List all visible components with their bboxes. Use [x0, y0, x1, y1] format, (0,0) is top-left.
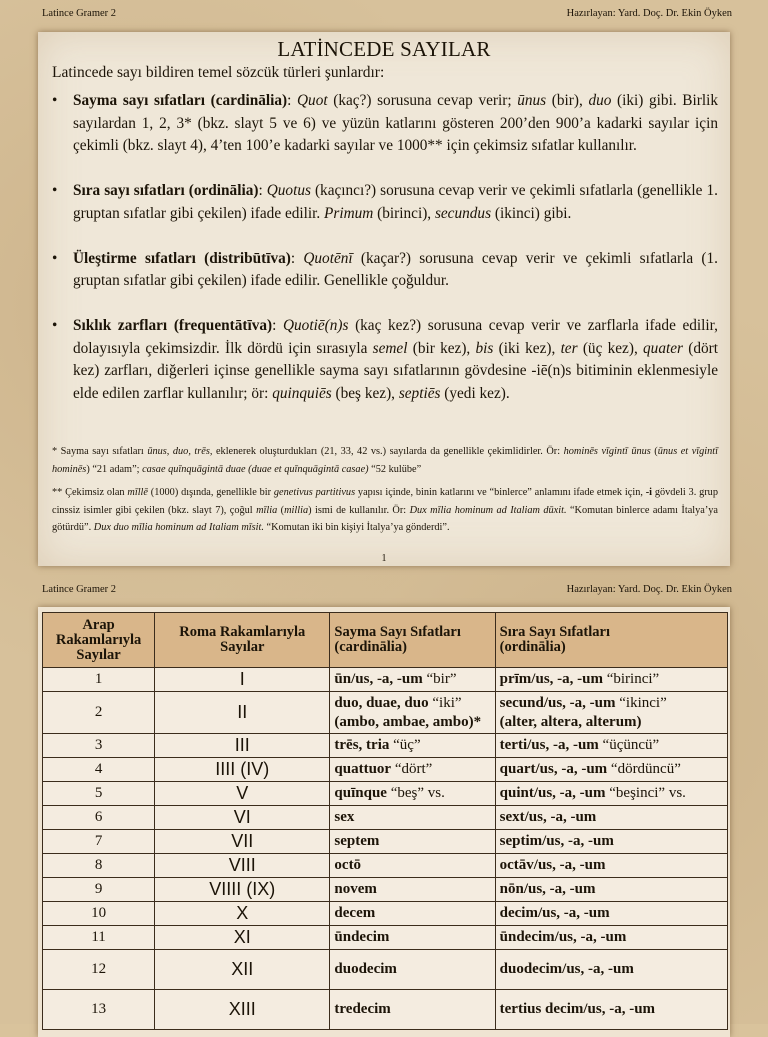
col-header-ordinal: Sıra Sayı Sıfatları (ordinālia) [495, 613, 727, 668]
roman-cell: I [155, 668, 330, 692]
roman-cell: VIII [155, 854, 330, 878]
roman-cell: X [155, 902, 330, 926]
roman-cell: IIII (IV) [155, 758, 330, 782]
arabic-cell: 9 [43, 878, 155, 902]
ordinal-cell: septim/us, -a, -um [495, 830, 727, 854]
bullet-ordinal: • Sıra sayı sıfatları (ordinālia): Quotus (kaçıncı?) sorusuna cevap verir ve çekimli sıfatlarla (genellikle 1. gruptan sıfatlar gibi çekilen) ifade edilir. Primum (birinci), secundus (ikinci) gibi. [52, 180, 718, 225]
roman-cell: XII [155, 950, 330, 990]
ordinal-cell: duodecim/us, -a, -um [495, 950, 727, 990]
bullet-list [52, 90, 718, 428]
table-row [43, 854, 728, 878]
header-left-2: Latince Gramer 2 [42, 584, 117, 595]
ordinal-cell: secund/us, -a, -um “ikinci” (alter, altera, alterum) [495, 692, 727, 734]
cardinal-cell: novem [330, 878, 495, 902]
table-row [43, 926, 728, 950]
footnote-1: * Sayma sayı sıfatları ūnus, duo, trēs, eklenerek oluşturdukları (21, 33, 42 vs.) sayılarda da genellikle çekimlidirler. Ör: hominēs vīgintī ūnus (ūnus et vīgintī hominēs) “21 adam”; casae quīnquāgintā duae (duae et quīnquāgintā casae) “52 kulübe” [52, 446, 719, 475]
table-row [43, 758, 728, 782]
arabic-cell: 4 [43, 758, 155, 782]
page-header-bottom [0, 576, 768, 596]
roman-cell: II [155, 692, 330, 734]
header-right-2: Hazırlayan: Yard. Doç. Dr. Ekin Öyken [566, 584, 732, 595]
ordinal-cell: sext/us, -a, -um [495, 806, 727, 830]
roman-cell: V [155, 782, 330, 806]
table-row [43, 902, 728, 926]
cardinal-cell: septem [330, 830, 495, 854]
table-row [43, 806, 728, 830]
roman-cell: VII [155, 830, 330, 854]
arabic-cell: 3 [43, 734, 155, 758]
cardinal-cell: trēs, tria “üç” [330, 734, 495, 758]
cardinal-cell: decem [330, 902, 495, 926]
page-number: 1 [381, 553, 387, 564]
ordinal-cell: prīm/us, -a, -um “birinci” [495, 668, 727, 692]
page-header-top [0, 0, 768, 20]
arabic-cell: 8 [43, 854, 155, 878]
roman-cell: VIIII (IX) [155, 878, 330, 902]
col-header-roman: Roma Rakamlarıyla Sayılar [155, 613, 330, 668]
col-header-arabic: Arap Rakamlarıyla Sayılar [43, 613, 155, 668]
header-left: Latince Gramer 2 [42, 8, 117, 19]
header-right: Hazırlayan: Yard. Doç. Dr. Ekin Öyken [566, 8, 732, 19]
footnote-2: ** Çekimsiz olan mīllē (1000) dışında, genellikle bir genetivus partitivus yapısı içinde, binin katlarını ve “binlerce” anlamını ifade etmek için, -i gövdeli 3. grup cinssiz isimler gibi çekilen (bkz. slayt 7), çoğul mīlia (millia) ismi de kullanılır. Ör: Dux mīlia hominum ad Italiam dūxit. “Komutan binlerce adamı İtalya’ya götürdü”. Dux duo mīlia hominum ad Italiam mīsit. “Komutan iki bin kişiyi İtalya’ya gönderdi”. [52, 487, 718, 533]
col-header-cardinal: Sayma Sayı Sıfatları (cardinālia) [330, 613, 495, 668]
bullet-frequentative: • Sıklık zarfları (frequentātīva): Quotiē(n)s (kaç kez?) sorusuna cevap verir ve zarflarla ifade edilir, dolayısıyla çekimsizdir. İlk dördü için sırasıyla semel (bir kez), bis (iki kez), ter (üç kez), quater (dört kez) zarfları, diğerleri içinse genellikle sayma sayı sıfatlarının gövdesine -iē(n)s bitiminin eklenmesiyle elde edilen zarflar kullanılır; ör: quinquiēs (beş kez), septiēs (yedi kez). [52, 315, 718, 406]
cardinal-cell: duodecim [330, 950, 495, 990]
cardinal-cell: quīnque “beş” vs. [330, 782, 495, 806]
cardinal-cell: ūndecim [330, 926, 495, 950]
ordinal-cell: ūndecim/us, -a, -um [495, 926, 727, 950]
roman-cell: III [155, 734, 330, 758]
table-row [43, 692, 728, 734]
cardinal-cell: quattuor “dört” [330, 758, 495, 782]
cardinal-cell: sex [330, 806, 495, 830]
arabic-cell: 6 [43, 806, 155, 830]
roman-cell: XI [155, 926, 330, 950]
arabic-cell: 1 [43, 668, 155, 692]
ordinal-cell: tertius decim/us, -a, -um [495, 990, 727, 1030]
ordinal-cell: terti/us, -a, -um “üçüncü” [495, 734, 727, 758]
table-row [43, 782, 728, 806]
intro-text: Latincede sayı bildiren temel sözcük türleri şunlardır: [52, 64, 385, 81]
bullet-cardinal: • Sayma sayı sıfatları (cardinālia): Quot (kaç?) sorusuna cevap verir; ūnus (bir), duo (iki) gibi. Birlik sayılardan 1, 2, 3* (bkz. slayt 5 ve 6) ve yüzün katlarını gösteren 200’den 900’a kadarki sayılar için çekimli (bkz. slayt 4), 4’ten 100’e kadarki sayılar ve 1000** için çekimsiz sıfatlar kullanılır. [52, 90, 718, 158]
table-header-row [43, 613, 728, 668]
roman-cell: VI [155, 806, 330, 830]
table-body [43, 668, 728, 1030]
cardinal-cell: tredecim [330, 990, 495, 1030]
arabic-cell: 5 [43, 782, 155, 806]
numerals-table [42, 612, 728, 1030]
cardinal-cell: duo, duae, duo “iki” (ambo, ambae, ambo)* [330, 692, 495, 734]
arabic-cell: 10 [43, 902, 155, 926]
arabic-cell: 12 [43, 950, 155, 990]
ordinal-cell: quint/us, -a, -um “beşinci” vs. [495, 782, 727, 806]
arabic-cell: 7 [43, 830, 155, 854]
ordinal-cell: quart/us, -a, -um “dördüncü” [495, 758, 727, 782]
ordinal-cell: octāv/us, -a, -um [495, 854, 727, 878]
table-row [43, 950, 728, 990]
table-row [43, 734, 728, 758]
cardinal-cell: ūn/us, -a, -um “bir” [330, 668, 495, 692]
bullet-distributive: • Üleştirme sıfatları (distribūtīva): Quotēnī (kaçar?) sorusuna cevap verir ve çekimli sıfatlarla (1. gruptan sıfatlar gibi çekilen) ifade edilir. Genellikle çoğuldur. [52, 248, 718, 293]
footnotes [52, 443, 718, 543]
table-row [43, 668, 728, 692]
arabic-cell: 2 [43, 692, 155, 734]
ordinal-cell: nōn/us, -a, -um [495, 878, 727, 902]
arabic-cell: 11 [43, 926, 155, 950]
table-row [43, 878, 728, 902]
cardinal-cell: octō [330, 854, 495, 878]
table-row [43, 830, 728, 854]
roman-cell: XIII [155, 990, 330, 1030]
arabic-cell: 13 [43, 990, 155, 1030]
ordinal-cell: decim/us, -a, -um [495, 902, 727, 926]
page-title: LATİNCEDE SAYILAR [277, 37, 491, 61]
